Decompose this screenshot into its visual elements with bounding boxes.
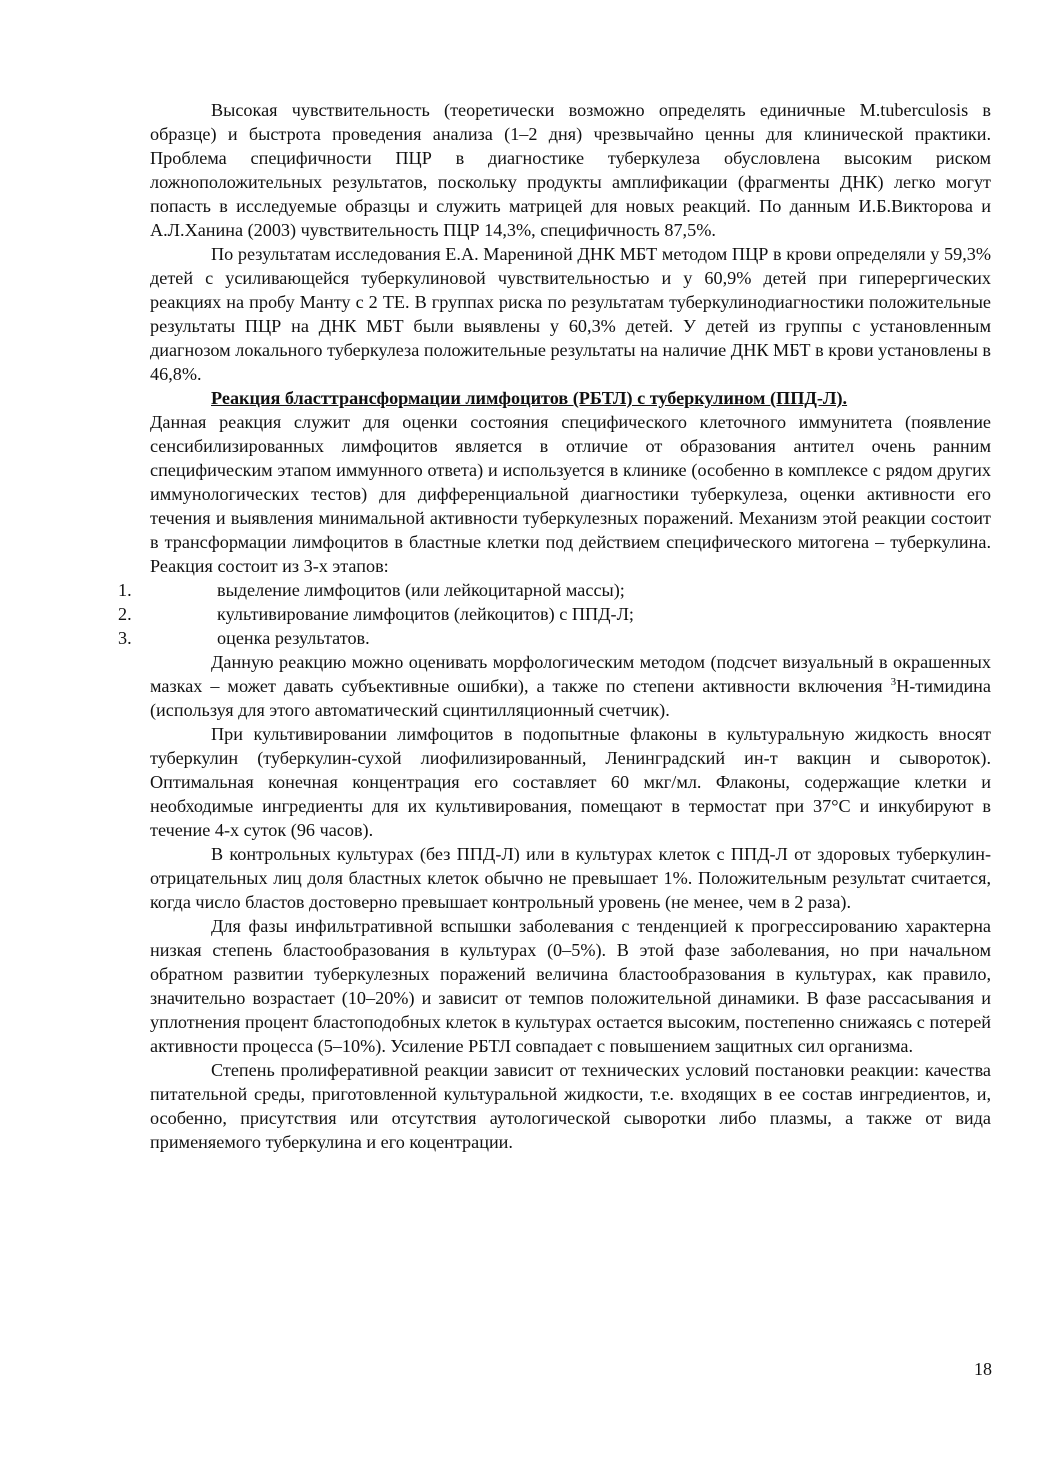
list-item-text: оценка результатов.	[217, 628, 370, 648]
page-number: 18	[974, 1359, 992, 1379]
paragraph-pcr-sensitivity: Высокая чувствительность (теоретически возможно определять единичные M.tuberculosis в образце) и быстрота проведения анализа (1–2 дня) чрезвычайно ценны для клинической практики. Проблема специфичности ПЦР в диагностике туберкулеза обусловлена высоким риском ложноположительных результатов, поскольку продукты амплификации (фрагменты ДНК) легко могут попасть в исследуемые образцы и служить матрицей для новых реакций. По данным И.Б.Викторова и А.Л.Ханина (2003) чувствительность ПЦР 14,3%, специфичность 87,5%.	[150, 100, 991, 240]
steps-list	[118, 578, 991, 650]
paragraph-cultivation: При культивировании лимфоцитов в подопытные флаконы в культуральную жидкость вносят туберкулин (туберкулин-сухой лиофилизированный, Ленинградский ин-т вакцин и сывороток). Оптимальная конечная концентрация его составляет 60 мкг/мл. Флаконы, содержащие клетки и необходимые ингредиенты для их культивирования, помещают в термостат при 37°С и инкубируют в течение 4-х суток (96 часов).	[150, 724, 991, 840]
list-item-number: 2.	[118, 604, 132, 624]
evaluation-text-start: Данную реакцию можно оценивать морфологическим методом (подсчет визуальный в окрашенных мазках – может давать субъективные ошибки), а также по степени активности включения	[150, 652, 991, 696]
list-item-number: 1.	[118, 580, 132, 600]
list-item	[118, 602, 991, 626]
paragraph-control-cultures: В контрольных культурах (без ППД-Л) или в культурах клеток с ППД-Л от здоровых туберкулин-отрицательных лиц доля бластных клеток обычно не превышает 1%. Положительным результат считается, когда число бластов достоверно превышает контрольный уровень (не менее, чем в 2 раза).	[150, 844, 991, 912]
list-item	[118, 578, 991, 602]
section-heading: Реакция бласттрансформации лимфоцитов (РБТЛ) с туберкулином (ППД-Л).	[211, 388, 848, 408]
paragraph-proliferative-degree: Степень пролиферативной реакции зависит от технических условий постановки реакции: качества питательной среды, приготовленной культуральной жидкости, т.е. входящих в ее состав ингредиентов, и, особенно, присутствия или отсутствия аутологической сыворотки либо плазмы, а также от вида применяемого туберкулина и его коцентрации.	[150, 1060, 991, 1152]
paragraph-evaluation-methods	[150, 650, 991, 722]
page-body	[118, 98, 991, 1154]
paragraph-disease-phases: Для фазы инфильтративной вспышки заболевания с тенденцией к прогрессированию характерна низкая степень бластообразования в культурах (0–5%). В этой фазе заболевания, но при начальном обратном развитии туберкулезных поражений величина бластообразования в культурах, как правило, значительно возрастает (10–20%) и зависит от темпов положительной динамики. В фазе рассасывания и уплотнения процент бластоподобных клеток в культурах остается высоким, постепенно снижаясь с потерей активности процесса (5–10%). Усиление РБТЛ совпадает с повышением защитных сил организма.	[150, 916, 991, 1056]
list-item	[118, 626, 991, 650]
paragraph-marenina-study: По результатам исследования Е.А. Марениной ДНК МБТ методом ПЦР в крови определяли у 59,3% детей с усиливающейся туберкулиновой чувствительностью и у 60,9% детей при гиперергических реакциях на пробу Манту с 2 ТЕ. В группах риска по результатам туберкулинодиагностики положительные результаты ПЦР на ДНК МБТ были выявлены у 60,3% детей. У детей из группы с установленным диагнозом локального туберкулеза положительные результаты на наличие ДНК МБТ в крови установлены в 46,8%.	[150, 244, 991, 384]
list-item-number: 3.	[118, 628, 132, 648]
paragraph-reaction-description: Данная реакция служит для оценки состояния специфического клеточного иммунитета (появление сенсибилизированных лимфоцитов является в отличие от образования антител очень ранним специфическим этапом иммунного ответа) и используется в клинике (особенно в комплексе с рядом других иммунологических тестов) для дифференциальной диагностики туберкулеза, оценки активности его течения и выявления минимальной активности туберкулезных поражений. Механизм этой реакции состоит в трансформации лимфоцитов в бластные клетки под действием специфического митогена – туберкулина. Реакция состоит из 3-х этапов:	[150, 412, 991, 576]
isotope-superscript: 3	[890, 676, 897, 688]
evaluation-text-end: Н-тимидина (используя для этого автоматический сцинтилляционный счетчик).	[150, 676, 991, 720]
list-item-text: культивирование лимфоцитов (лейкоцитов) с ППД-Л;	[217, 604, 634, 624]
section-heading-line	[150, 386, 991, 410]
list-item-text: выделение лимфоцитов (или лейкоцитарной массы);	[217, 580, 625, 600]
